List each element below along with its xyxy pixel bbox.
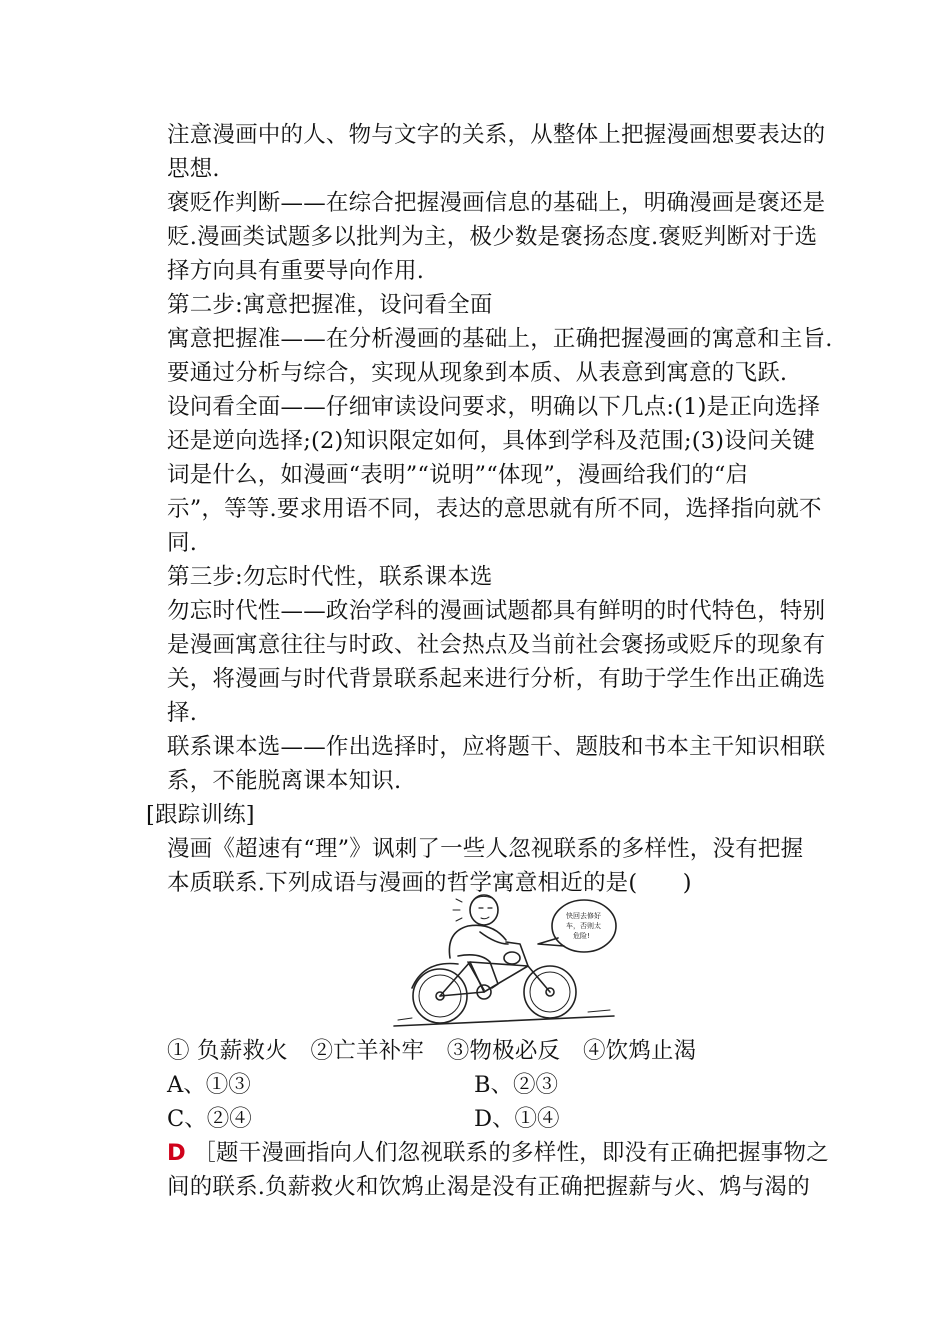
text-line: 褒贬作判断——在综合把握漫画信息的基础上，明确漫画是褒还是 [167, 190, 826, 216]
question-line: 本质联系.下列成语与漫画的哲学寓意相近的是( ) [167, 870, 692, 896]
step-heading: 第二步:寓意把握准，设问看全面 [167, 292, 493, 318]
step-heading: 第三步:勿忘时代性，联系课本选 [167, 564, 493, 590]
text-line: 联系课本选——作出选择时，应将题干、题肢和书本主干知识相联 [167, 734, 826, 760]
idiom-list: ① 负薪救火 ②亡羊补牢 ③物极必反 ④饮鸩止渴 [167, 1038, 697, 1064]
text-line: 要通过分析与综合，实现从现象到本质、从表意到寓意的飞跃. [167, 360, 788, 386]
text-line: 贬.漫画类试题多以批判为主，极少数是褒扬态度.褒贬判断对于选 [167, 224, 818, 250]
text-line: 注意漫画中的人、物与文字的关系，从整体上把握漫画想要表达的 [167, 122, 826, 148]
option-d: D、①④ [474, 1106, 560, 1132]
text-line: 系，不能脱离课本知识. [167, 768, 402, 794]
speech-bubble-text: 危险! [573, 932, 590, 940]
text-line: 词是什么，如漫画“表明”“说明”“体现”，漫画给我们的“启 [167, 462, 749, 488]
option-b: B、②③ [474, 1072, 559, 1098]
section-label: [跟踪训练] [146, 802, 255, 828]
text-line: 还是逆向选择;(2)知识限定如何，具体到学科及范围;(3)设问关键 [167, 428, 816, 454]
speech-bubble-text: 快回去修好 [566, 912, 601, 920]
answer-explanation-line: 间的联系.负薪救火和饮鸩止渴是没有正确把握薪与火、鸩与渴的 [167, 1174, 810, 1200]
speech-bubble-text: 车，否则太 [566, 922, 601, 930]
question-line: 漫画《超速有“理”》讽刺了一些人忽视联系的多样性，没有把握 [167, 836, 804, 862]
cyclist-cartoon-image [388, 892, 620, 1032]
answer-letter: D [167, 1140, 186, 1166]
text-line: 择. [167, 700, 198, 726]
text-line: 同. [167, 530, 198, 556]
text-line: 是漫画寓意往往与时政、社会热点及当前社会褒扬或贬斥的现象有 [167, 632, 826, 658]
text-line: 寓意把握准——在分析漫画的基础上，正确把握漫画的寓意和主旨. [167, 326, 833, 352]
text-line: 择方向具有重要导向作用. [167, 258, 425, 284]
text-line: 勿忘时代性——政治学科的漫画试题都具有鲜明的时代特色，特别 [167, 598, 826, 624]
answer-explanation: ［题干漫画指向人们忽视联系的多样性，即没有正确把握事物之 [193, 1140, 829, 1166]
text-line: 关，将漫画与时代背景联系起来进行分析，有助于学生作出正确选 [167, 666, 826, 692]
option-a: A、①③ [167, 1072, 251, 1098]
option-c: C、②④ [167, 1106, 252, 1132]
answer-line [167, 1136, 829, 1170]
text-line: 思想. [167, 156, 220, 182]
text-line: 设问看全面——仔细审读设问要求，明确以下几点:(1)是正向选择 [167, 394, 821, 420]
text-line: 示”，等等.要求用语不同，表达的意思就有所不同，选择指向就不 [167, 496, 822, 522]
